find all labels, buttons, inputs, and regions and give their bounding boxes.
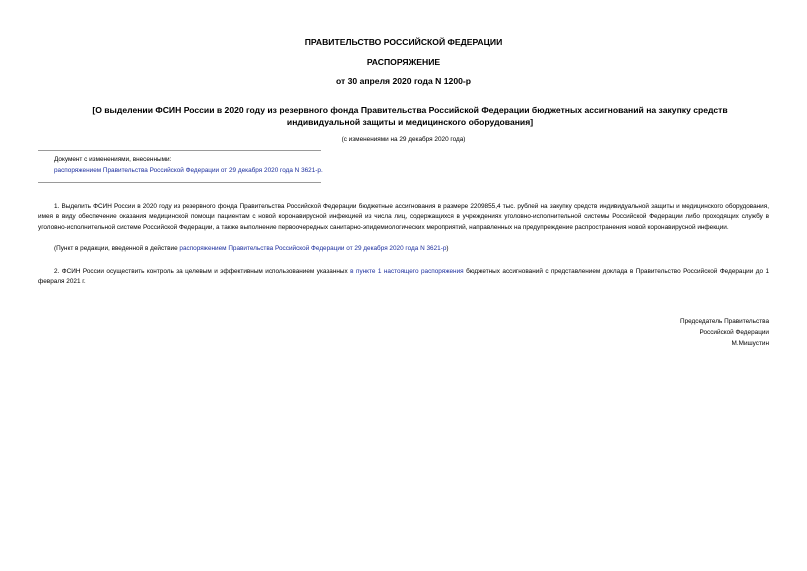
amendments-link[interactable]: распоряжением Правительства Российской Федерации от 29 декабря 2020 года N 3621-р. [54,167,323,174]
signature-position: Председатель Правительства [680,318,769,325]
paragraph-1-text: 1. Выделить ФСИН России в 2020 году из резервного фонда Правительства Российской Федерации бюджетные ассигнования в размере 2209855,4 тыс. рублей на закупку средств индивидуальной защиты и медицинского оборудования, имея в виду обеспечение оказания медицинской помощи пациентам с новой коронавирусной инфекцией из числа лиц, содержащихся в учреждениях уголовно-исполнительной системы Российской Федерации либо проходящих службу в уголовно-исполнительной системе Российской Федерации, а также выполнение первоочередных санитарно-эпидемиологических мероприятий, направленных на предупреждение распространения новой коронавирусной инфекции. [38,203,769,231]
paragraph-1-note-suffix: ) [446,245,449,252]
paragraph-1-edit-note [54,245,449,252]
amendments-label: Документ с изменениями, внесенными: [54,156,172,163]
paragraph-1 [38,202,769,233]
changes-note: (с изменениями на 29 декабря 2020 года) [341,136,466,143]
document-date-number: от 30 апреля 2020 года N 1200-р [336,76,471,86]
signature-name: М.Мишустин [731,340,769,347]
document-type-heading: РАСПОРЯЖЕНИЕ [366,57,441,67]
paragraph-2-suffix: бюджетных ассигнований с представлением доклада в Правительство Российской Федерации до 1 февраля 2021 г. [38,268,770,286]
paragraph-1-note-prefix: (Пункт в редакции, введенной в действие [54,245,180,252]
government-heading: ПРАВИТЕЛЬСТВО РОССИЙСКОЙ ФЕДЕРАЦИИ [304,37,503,47]
amendments-top-divider [38,150,321,151]
paragraph-2 [38,267,769,288]
paragraph-1-note-link[interactable]: распоряжением Правительства Российской Федерации от 29 декабря 2020 года N 3621-р [179,245,447,252]
signature-organization: Российской Федерации [699,329,769,336]
document-title: [О выделении ФСИН России в 2020 году из резервного фонда Правительства Российской Федерации бюджетных ассигнований на закупку средств индивидуальной защиты и медицинского оборудования] [92,105,728,127]
amendments-bottom-divider [38,182,321,183]
paragraph-2-prefix: 2. ФСИН России осуществить контроль за целевым и эффективным использованием указанных [54,268,351,275]
paragraph-2-link[interactable]: в пункте 1 настоящего распоряжения [350,268,464,275]
